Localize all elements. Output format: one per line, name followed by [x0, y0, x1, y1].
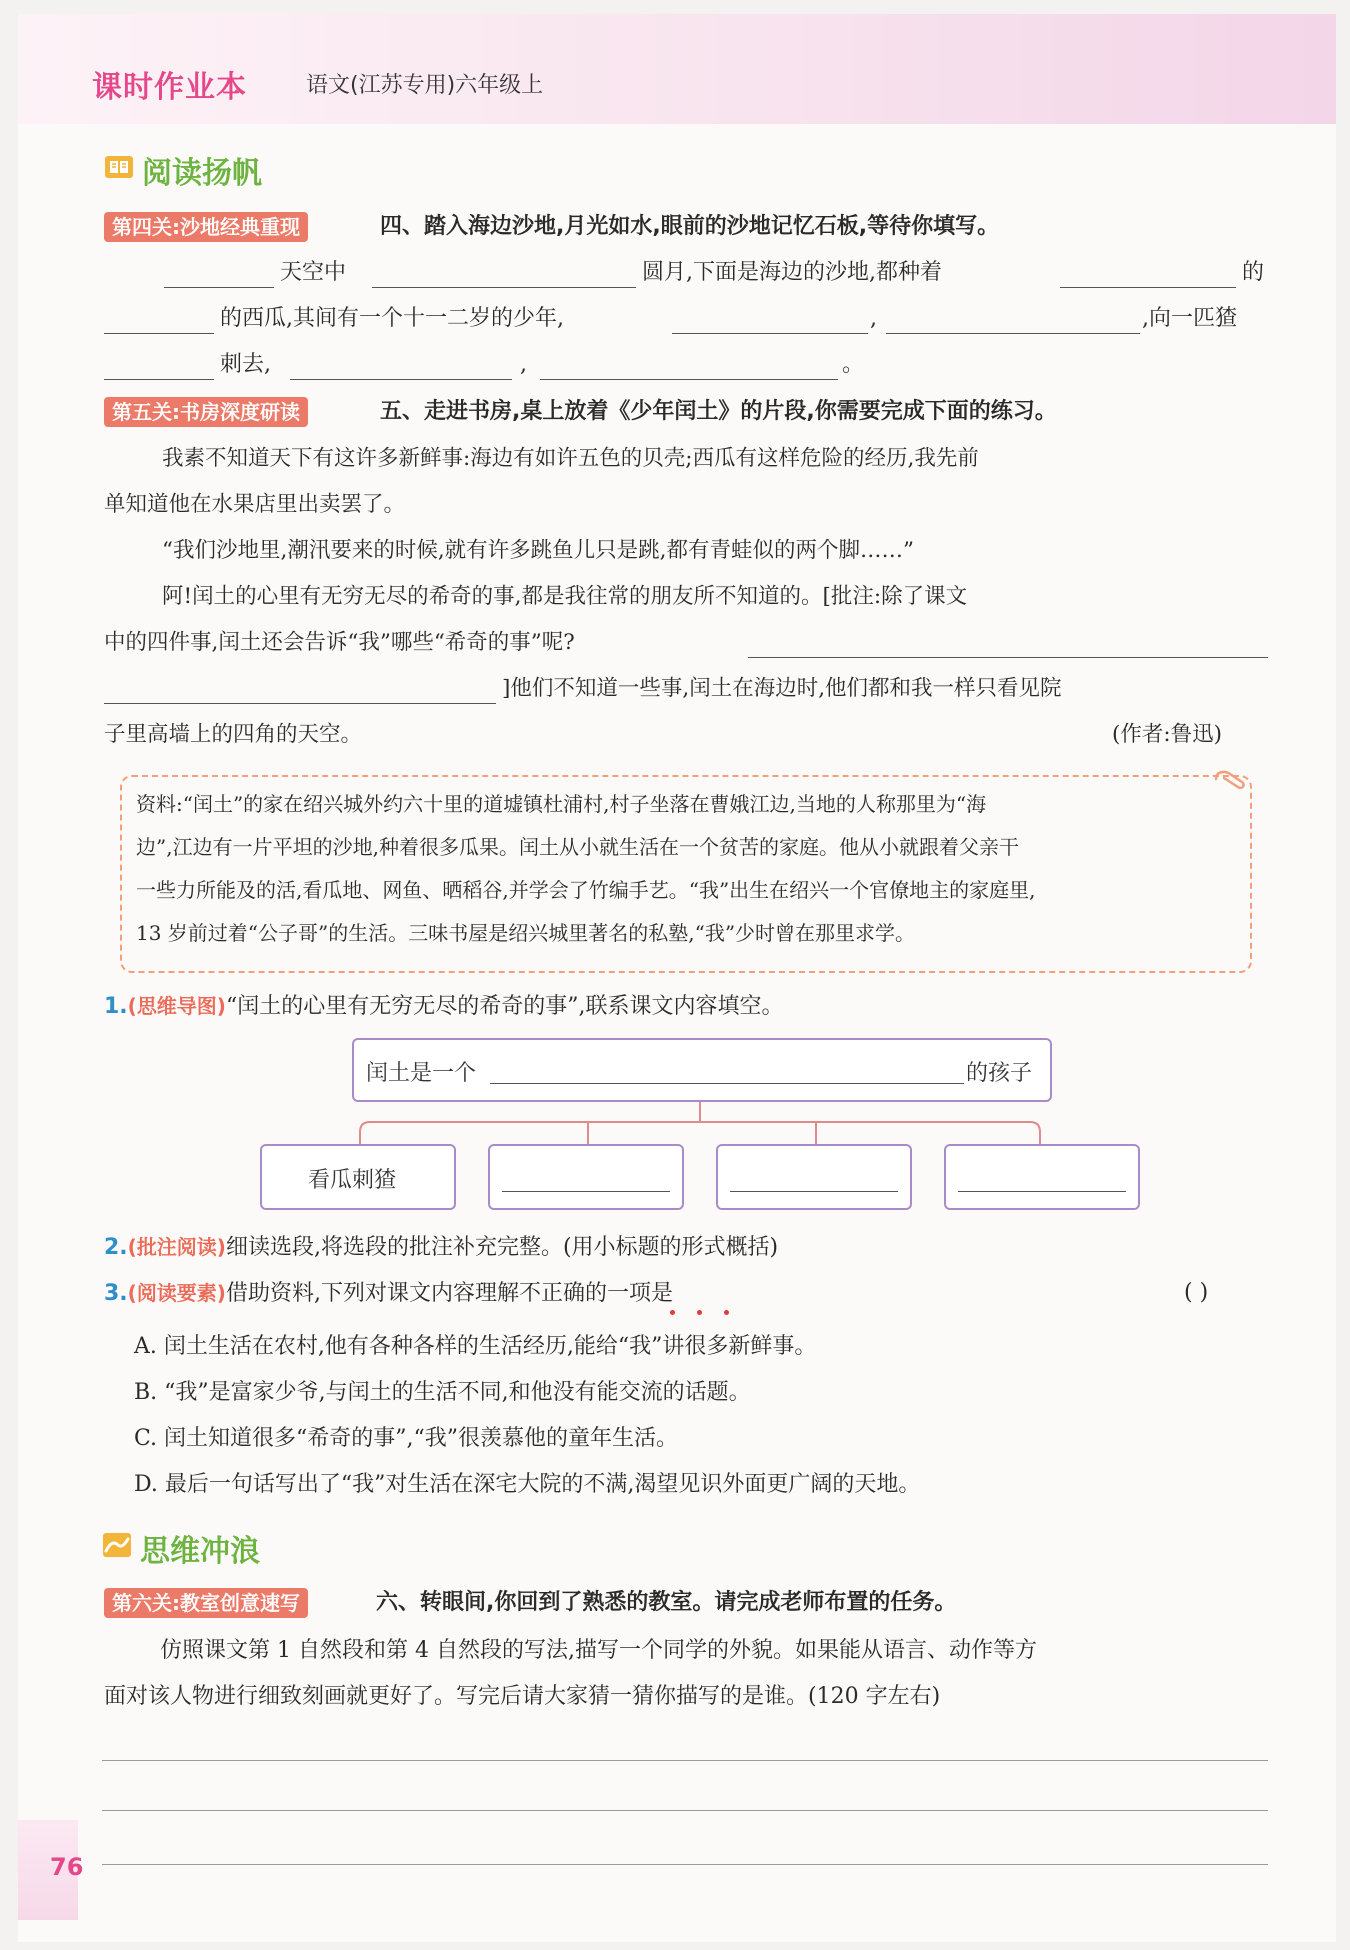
section-title-thinking: 思维冲浪	[140, 1534, 260, 1569]
blank-2[interactable]	[372, 286, 636, 288]
blank-4[interactable]	[104, 332, 214, 334]
q3-number: 3.	[104, 1281, 128, 1306]
excerpt-para1-line1: 我素不知道天下有这许多新鲜事:海边有如许五色的贝壳;西瓜有这样危险的经历,我先前	[162, 446, 979, 471]
option-a[interactable]: A. 闰土生活在农村,他有各种各样的生活经历,能给“我”讲很多新鲜事。	[134, 1334, 817, 1359]
excerpt-para3-line4: 子里高墙上的四角的天空。	[104, 722, 363, 747]
blank-9[interactable]	[540, 378, 838, 380]
blank-6[interactable]	[886, 332, 1140, 334]
emphasis-dot	[670, 1310, 675, 1315]
mindmap-leaf-1-label: 看瓜刺猹	[308, 1168, 397, 1193]
section-title-reading: 阅读扬帆	[142, 156, 262, 191]
question-3	[104, 1278, 673, 1309]
answer-parentheses[interactable]: ( )	[1184, 1280, 1209, 1305]
option-c[interactable]: C. 闰土知道很多“希奇的事”,“我”很羡慕他的童年生活。	[134, 1426, 679, 1451]
option-b[interactable]: B. “我”是富家少爷,与闰土的生活不同,和他没有能交流的话题。	[134, 1380, 751, 1405]
l4-text-1c: 的	[1242, 260, 1265, 285]
writing-line-2[interactable]	[102, 1810, 1268, 1811]
q2-tag: (批注阅读)	[127, 1235, 226, 1259]
paperclip-icon	[1212, 766, 1248, 792]
wave-icon	[102, 1531, 132, 1559]
q1-tag: (思维导图)	[127, 994, 226, 1018]
option-d[interactable]: D. 最后一句话写出了“我”对生活在深宅大院的不满,渴望见识外面更广阔的天地。	[134, 1472, 921, 1497]
q1-text: “闰土的心里有无穷无尽的希奇的事”,联系课文内容填空。	[225, 994, 784, 1019]
task-line-1: 仿照课文第 1 自然段和第 4 自然段的写法,描写一个同学的外貌。如果能从语言、动作等方	[160, 1638, 1037, 1663]
mindmap-root-label-a: 闰土是一个	[366, 1061, 477, 1086]
mindmap-root-label-b: 的孩子	[966, 1061, 1033, 1086]
annotation-blank-1[interactable]	[748, 656, 1268, 658]
book-subtitle: 语文(江苏专用)六年级上	[306, 73, 544, 98]
q3-text: 借助资料,下列对课文内容理解不正确的一项是	[225, 1281, 673, 1306]
l4-text-2c: ,向一匹猹	[1142, 306, 1237, 331]
q1-number: 1.	[104, 994, 128, 1019]
excerpt-para1-line2: 单知道他在水果店里出卖罢了。	[104, 492, 406, 517]
mindmap-leaf-3	[716, 1144, 912, 1210]
material-line-1: 资料:“闰土”的家在绍兴城外约六十里的道墟镇杜浦村,村子坐落在曹娥江边,当地的人称那里为“海	[136, 792, 987, 816]
mindmap-leaf-4	[944, 1144, 1140, 1210]
level4-prompt: 四、踏入海边沙地,月光如水,眼前的沙地记忆石板,等待你填写。	[380, 214, 1000, 239]
material-line-3: 一些力所能及的活,看瓜地、网鱼、晒稻谷,并学会了竹编手艺。“我”出生在绍兴一个官僚地主的家庭里,	[136, 878, 1036, 902]
excerpt-para3-line1: 阿!闰土的心里有无穷无尽的希奇的事,都是我往常的朋友所不知道的。[批注:除了课文	[162, 584, 968, 609]
level6-prompt: 六、转眼间,你回到了熟悉的教室。请完成老师布置的任务。	[376, 1590, 957, 1615]
task-line-2: 面对该人物进行细致刻画就更好了。写完后请大家猜一猜你描写的是谁。(120 字左右)	[104, 1684, 941, 1709]
blank-5[interactable]	[672, 332, 868, 334]
l4-text-2a: 的西瓜,其间有一个十一二岁的少年,	[220, 306, 564, 331]
material-line-4: 13 岁前过着“公子哥”的生活。三味书屋是绍兴城里著名的私塾,“我”少时曾在那里求学。	[136, 921, 916, 945]
l4-text-1b: 圆月,下面是海边的沙地,都种着	[642, 260, 942, 285]
level5-prompt: 五、走进书房,桌上放着《少年闰土》的片段,你需要完成下面的练习。	[380, 399, 1057, 424]
page-number: 76	[50, 1853, 84, 1881]
level5-badge: 第五关:书房深度研读	[104, 397, 308, 427]
excerpt-para2: “我们沙地里,潮汛要来的时候,就有许多跳鱼儿只是跳,都有青蛙似的两个脚……”	[162, 538, 914, 563]
l4-text-3b: ,	[520, 352, 527, 377]
writing-line-3[interactable]	[102, 1864, 1268, 1865]
writing-line-1[interactable]	[102, 1760, 1268, 1761]
blank-3[interactable]	[1060, 286, 1236, 288]
blank-7[interactable]	[104, 378, 214, 380]
excerpt-para3-line2: 中的四件事,闰土还会告诉“我”哪些“希奇的事”呢?	[104, 630, 575, 655]
mindmap-leaf-2	[488, 1144, 684, 1210]
level4-badge: 第四关:沙地经典重现	[104, 212, 308, 242]
question-2	[104, 1232, 778, 1263]
q3-tag: (阅读要素)	[127, 1281, 226, 1305]
excerpt-para3-line3: ]他们不知道一些事,闰土在海边时,他们都和我一样只看见院	[502, 676, 1062, 701]
annotation-blank-2[interactable]	[104, 702, 496, 704]
mindmap-connectors	[350, 1102, 1050, 1146]
book-brand: 课时作业本	[92, 70, 247, 105]
l4-text-2b: ,	[870, 306, 877, 331]
excerpt-author: (作者:鲁迅)	[1112, 722, 1223, 747]
emphasis-dot	[697, 1310, 702, 1315]
mindmap-leaf-4-blank[interactable]	[958, 1190, 1126, 1192]
material-line-2: 边”,江边有一片平坦的沙地,种着很多瓜果。闰土从小就生活在一个贫苦的家庭。他从小就跟着父亲干	[136, 835, 1019, 859]
mindmap-leaf-3-blank[interactable]	[730, 1190, 898, 1192]
question-1	[104, 991, 783, 1022]
mindmap-leaf-2-blank[interactable]	[502, 1190, 670, 1192]
blank-8[interactable]	[290, 378, 512, 380]
q2-text: 细读选段,将选段的批注补充完整。(用小标题的形式概括)	[225, 1235, 779, 1260]
blank-1[interactable]	[164, 286, 274, 288]
q2-number: 2.	[104, 1235, 128, 1260]
mindmap-root-blank[interactable]	[490, 1082, 964, 1084]
l4-text-3a: 刺去,	[220, 352, 271, 377]
l4-text-1a: 天空中	[280, 260, 347, 285]
l4-text-3c: 。	[842, 352, 865, 377]
level6-badge: 第六关:教室创意速写	[104, 1588, 308, 1618]
emphasis-dot	[724, 1310, 729, 1315]
book-icon	[104, 153, 134, 181]
